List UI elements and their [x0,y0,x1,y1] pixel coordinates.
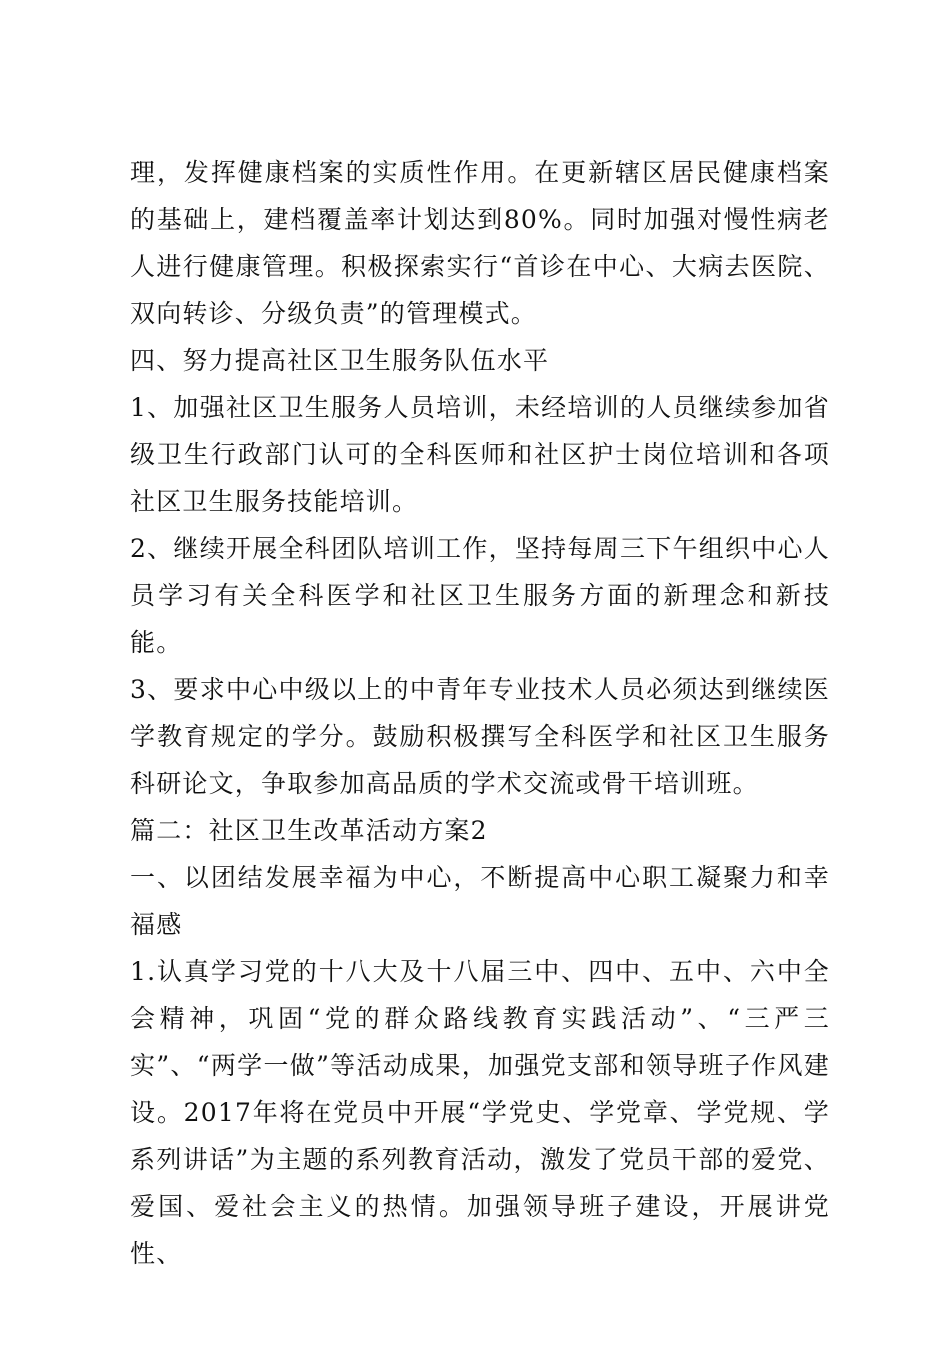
heading-article-two: 篇二：社区卫生改革活动方案2 [130,816,488,845]
heading-section-four: 四、努力提高社区卫生服务队伍水平 [130,346,550,375]
paragraph-item-3-education-credits: 3、要求中心中级以上的中青年专业技术人员必须达到继续医学教育规定的学分。鼓励积极撰写全科医学和社区卫生服务科研论文，争取参加高品质的学术交流或骨干培训班。 [130,675,830,798]
document-body [130,149,830,1277]
paragraph-item-2-team-training: 2、继续开展全科团队培训工作，坚持每周三下午组织中心人员学习有关全科医学和社区卫生服务方面的新理念和新技能。 [130,534,830,657]
paragraph-item-1-party-study: 1.认真学习党的十八大及十八届三中、四中、五中、六中全会精神，巩固“党的群众路线教育实践活动”、“三严三实”、“两学一做”等活动成果，加强党支部和领导班子作风建设。2017年将在党员中开展“学党史、学党章、学党规、学系列讲话”为主题的系列教育活动，激发了党员干部的爱党、爱国、爱社会主义的热情。加强领导班子建设，开展讲党性、 [130,957,830,1268]
heading-section-one: 一、以团结发展幸福为中心，不断提高中心职工凝聚力和幸福感 [130,863,830,939]
paragraph-item-1-training: 1、加强社区卫生服务人员培训，未经培训的人员继续参加省级卫生行政部门认可的全科医师和社区护士岗位培训和各项社区卫生服务技能培训。 [130,393,830,516]
paragraph-health-records: 理，发挥健康档案的实质性作用。在更新辖区居民健康档案的基础上，建档覆盖率计划达到80%。同时加强对慢性病老人进行健康管理。积极探索实行“首诊在中心、大病去医院、双向转诊、分级负责”的管理模式。 [130,158,830,328]
